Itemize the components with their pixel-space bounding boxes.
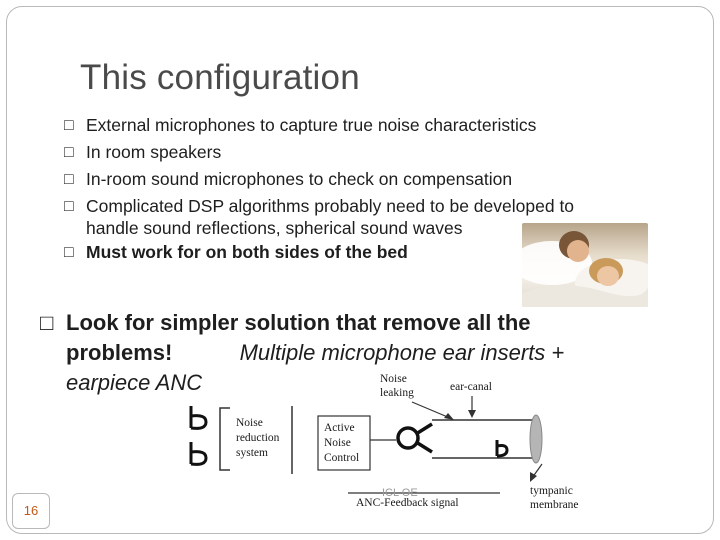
noise-reduction-label: reduction — [236, 432, 280, 444]
microphone-icon — [191, 406, 206, 428]
bullet-marker: □ — [64, 244, 74, 261]
arrow-head — [468, 410, 476, 418]
tympanic-label: tympanic — [530, 485, 573, 497]
photo-illustration — [522, 223, 648, 307]
main-point-line-2 — [40, 338, 680, 368]
bracket-line — [220, 408, 230, 470]
bullet-item — [64, 166, 654, 193]
ear-canal-label: ear-canal — [450, 381, 492, 393]
microphone-icon — [191, 442, 206, 464]
tympanic-label: membrane — [530, 499, 579, 511]
anc-label: Active — [324, 422, 355, 434]
overlay-text: ICL OE — [382, 487, 418, 499]
slide-title: This configuration — [80, 58, 360, 97]
anc-label: Noise — [324, 437, 351, 449]
bullet-text: External microphones to capture true noise characteristics — [86, 115, 537, 135]
bullet-marker: □ — [64, 117, 74, 134]
main-point-bold-2: problems! — [66, 340, 173, 365]
arrow-line — [412, 402, 450, 418]
noise-leaking-label: leaking — [380, 387, 414, 399]
arrow-head — [444, 413, 454, 420]
main-point-italic-2: earpiece ANC — [66, 370, 203, 395]
bullet-text: Must work for on both sides of the bed — [86, 242, 408, 262]
bullet-text: In-room sound microphones to check on compensation — [86, 169, 513, 189]
feedback-label: ANC-Feedback signal — [356, 497, 459, 509]
noise-reduction-label: Noise — [236, 417, 263, 429]
noise-leaking-label: Noise — [380, 373, 407, 385]
noise-reduction-label: system — [236, 447, 268, 459]
microphone-icon — [497, 440, 507, 456]
bullet-marker: □ — [64, 144, 74, 161]
page-number: 16 — [12, 493, 50, 529]
sleeping-couple-photo — [522, 223, 648, 307]
bullet-marker: □ — [64, 198, 74, 215]
bullet-text-continued: handle sound reflections, spherical sound waves — [86, 218, 463, 238]
bullet-item — [64, 139, 654, 166]
main-point-bold: Look for simpler solution that remove all the — [66, 310, 531, 335]
bullet-marker: □ — [40, 310, 54, 335]
anc-label: Control — [324, 452, 360, 464]
bullet-item — [64, 112, 654, 139]
tympanic-membrane-shape — [530, 415, 542, 463]
anc-diagram — [170, 368, 600, 518]
speaker-icon — [398, 424, 432, 452]
main-point-italic: Multiple microphone ear inserts + — [239, 340, 565, 365]
main-point-line-1 — [40, 308, 680, 338]
bullet-marker: □ — [64, 171, 74, 188]
bullet-text: In room speakers — [86, 142, 222, 162]
bullet-text: Complicated DSP algorithms probably need to be developed to — [86, 196, 575, 216]
